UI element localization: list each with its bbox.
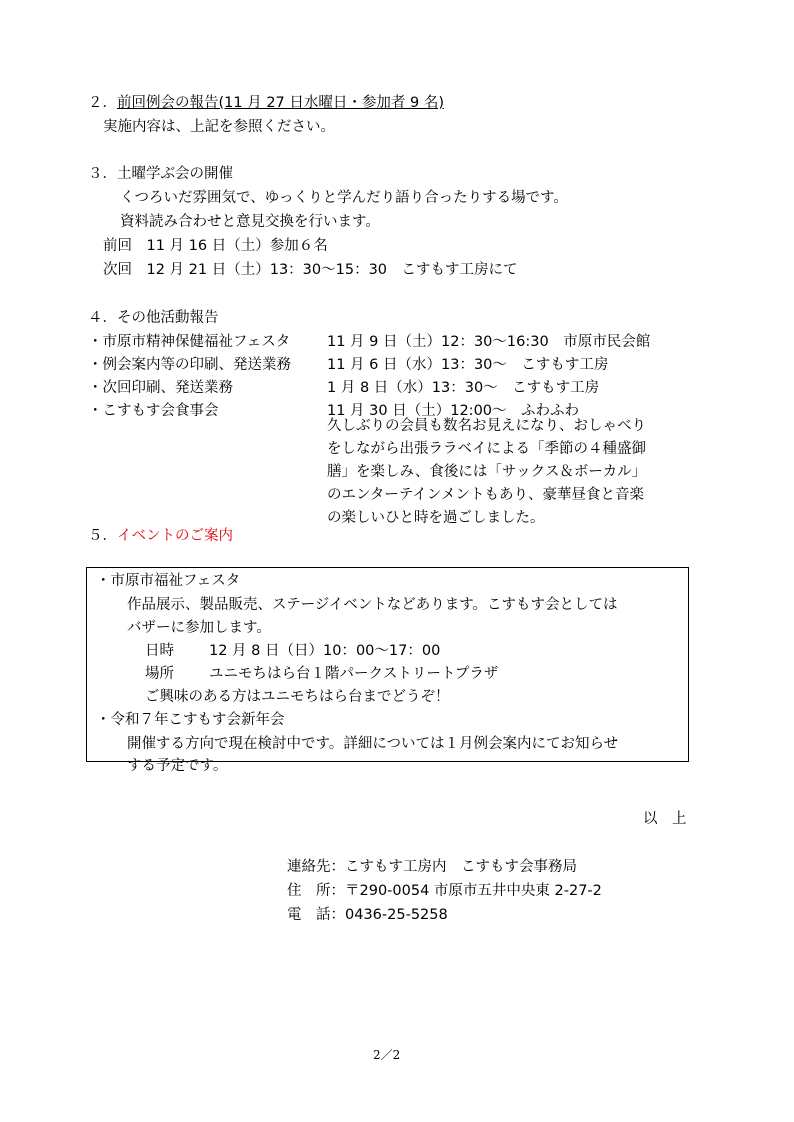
dinner-note-line: をしながら出張ララベイによる「季節の４種盛御 <box>327 441 646 457</box>
address-line <box>287 884 602 899</box>
dinner-note-line: の楽しいひと時を過ごしました。 <box>327 510 545 526</box>
address-label: 住 所 <box>287 883 331 899</box>
event-1-invite: ご興味のある方はユニモちはら台までどうぞ！ <box>145 689 450 705</box>
activity-label: ・こすもす会食事会 <box>88 403 219 419</box>
event-1-desc-line: バザーに参加します。 <box>127 620 271 636</box>
section-5-heading <box>88 529 233 544</box>
activity-detail: 11 月 6 日（水）13：30〜 こすもす工房 <box>327 357 609 373</box>
section-5-number: ５． <box>88 528 117 544</box>
contact-line <box>287 860 577 875</box>
phone-value: ：0436-25-5258 <box>330 907 448 923</box>
event-1-date-value: 12 月 8 日（日）10：00〜17：00 <box>209 643 441 659</box>
section-2-title: 前回例会の報告 <box>117 95 219 111</box>
section-3-line-1: くつろいだ雰囲気で、ゆっくりと学んだり語り合ったりする場です。 <box>120 190 568 206</box>
event-1-place-value: ユニモちはら台１階パークストリートプラザ <box>209 666 499 682</box>
section-3-previous: 前回 11 月 16 日（土）参加６名 <box>103 238 328 254</box>
event-1-place-label: 場所 <box>145 666 174 682</box>
section-5-title: イベントのご案内 <box>117 528 233 544</box>
section-2-heading <box>88 96 444 111</box>
section-2-body: 実施内容は、上記を参照ください。 <box>103 119 335 135</box>
event-1-title: ・市原市福祉フェスタ <box>96 573 241 589</box>
event-1-desc-line: 作品展示、製品販売、ステージイベントなどあります。こすもす会としては <box>127 597 618 613</box>
event-1-date-label: 日時 <box>145 643 174 659</box>
contact-label: 連絡先 <box>287 859 331 875</box>
section-2-number: ２． <box>88 95 117 111</box>
page-number: 2／2 <box>373 1048 401 1062</box>
section-3-line-2: 資料読み合わせと意見交換を行います。 <box>120 214 380 230</box>
activity-label: ・次回印刷、発送業務 <box>88 380 233 396</box>
section-4-heading: ４．その他活動報告 <box>88 310 219 326</box>
contact-value: ：こすもす工房内 こすもす会事務局 <box>330 859 577 875</box>
event-2-title: ・令和７年こすもす会新年会 <box>96 712 285 728</box>
event-2-desc-line: 開催する方向で現在検討中です。詳細については１月例会案内にてお知らせ <box>127 736 619 752</box>
dinner-note-line: のエンターテインメントもあり、豪華昼食と音楽 <box>327 487 644 503</box>
section-3-heading: ３．土曜学ぶ会の開催 <box>88 166 233 182</box>
dinner-note-line: 膳」を楽しみ、食後には「サックス＆ボーカル」 <box>327 464 647 480</box>
dinner-note-line: 久しぶりの会員も数名お見えになり、おしゃべり <box>327 418 646 434</box>
event-2-desc-line: する予定です。 <box>127 758 228 774</box>
address-value: ：〒290-0054 市原市五井中央東 2-27-2 <box>330 883 602 899</box>
activity-detail: 11 月 30 日（土）12:00〜 ふわふわ <box>327 403 580 419</box>
activity-label: ・例会案内等の印刷、発送業務 <box>88 357 291 373</box>
activity-detail: 11 月 9 日（土）12：30〜16:30 市原市民会館 <box>327 334 651 350</box>
section-2-detail: (11 月 27 日水曜日・参加者 9 名) <box>218 95 444 111</box>
activity-label: ・市原市精神保健福祉フェスタ <box>88 334 291 350</box>
closing-mark: 以 上 <box>643 811 687 827</box>
section-3-next: 次回 12 月 21 日（土）13：30〜15：30 こすもす工房にて <box>103 262 518 278</box>
activity-detail: 1 月 8 日（水）13：30〜 こすもす工房 <box>327 380 600 396</box>
phone-line <box>287 908 448 923</box>
phone-label: 電 話 <box>287 907 331 923</box>
